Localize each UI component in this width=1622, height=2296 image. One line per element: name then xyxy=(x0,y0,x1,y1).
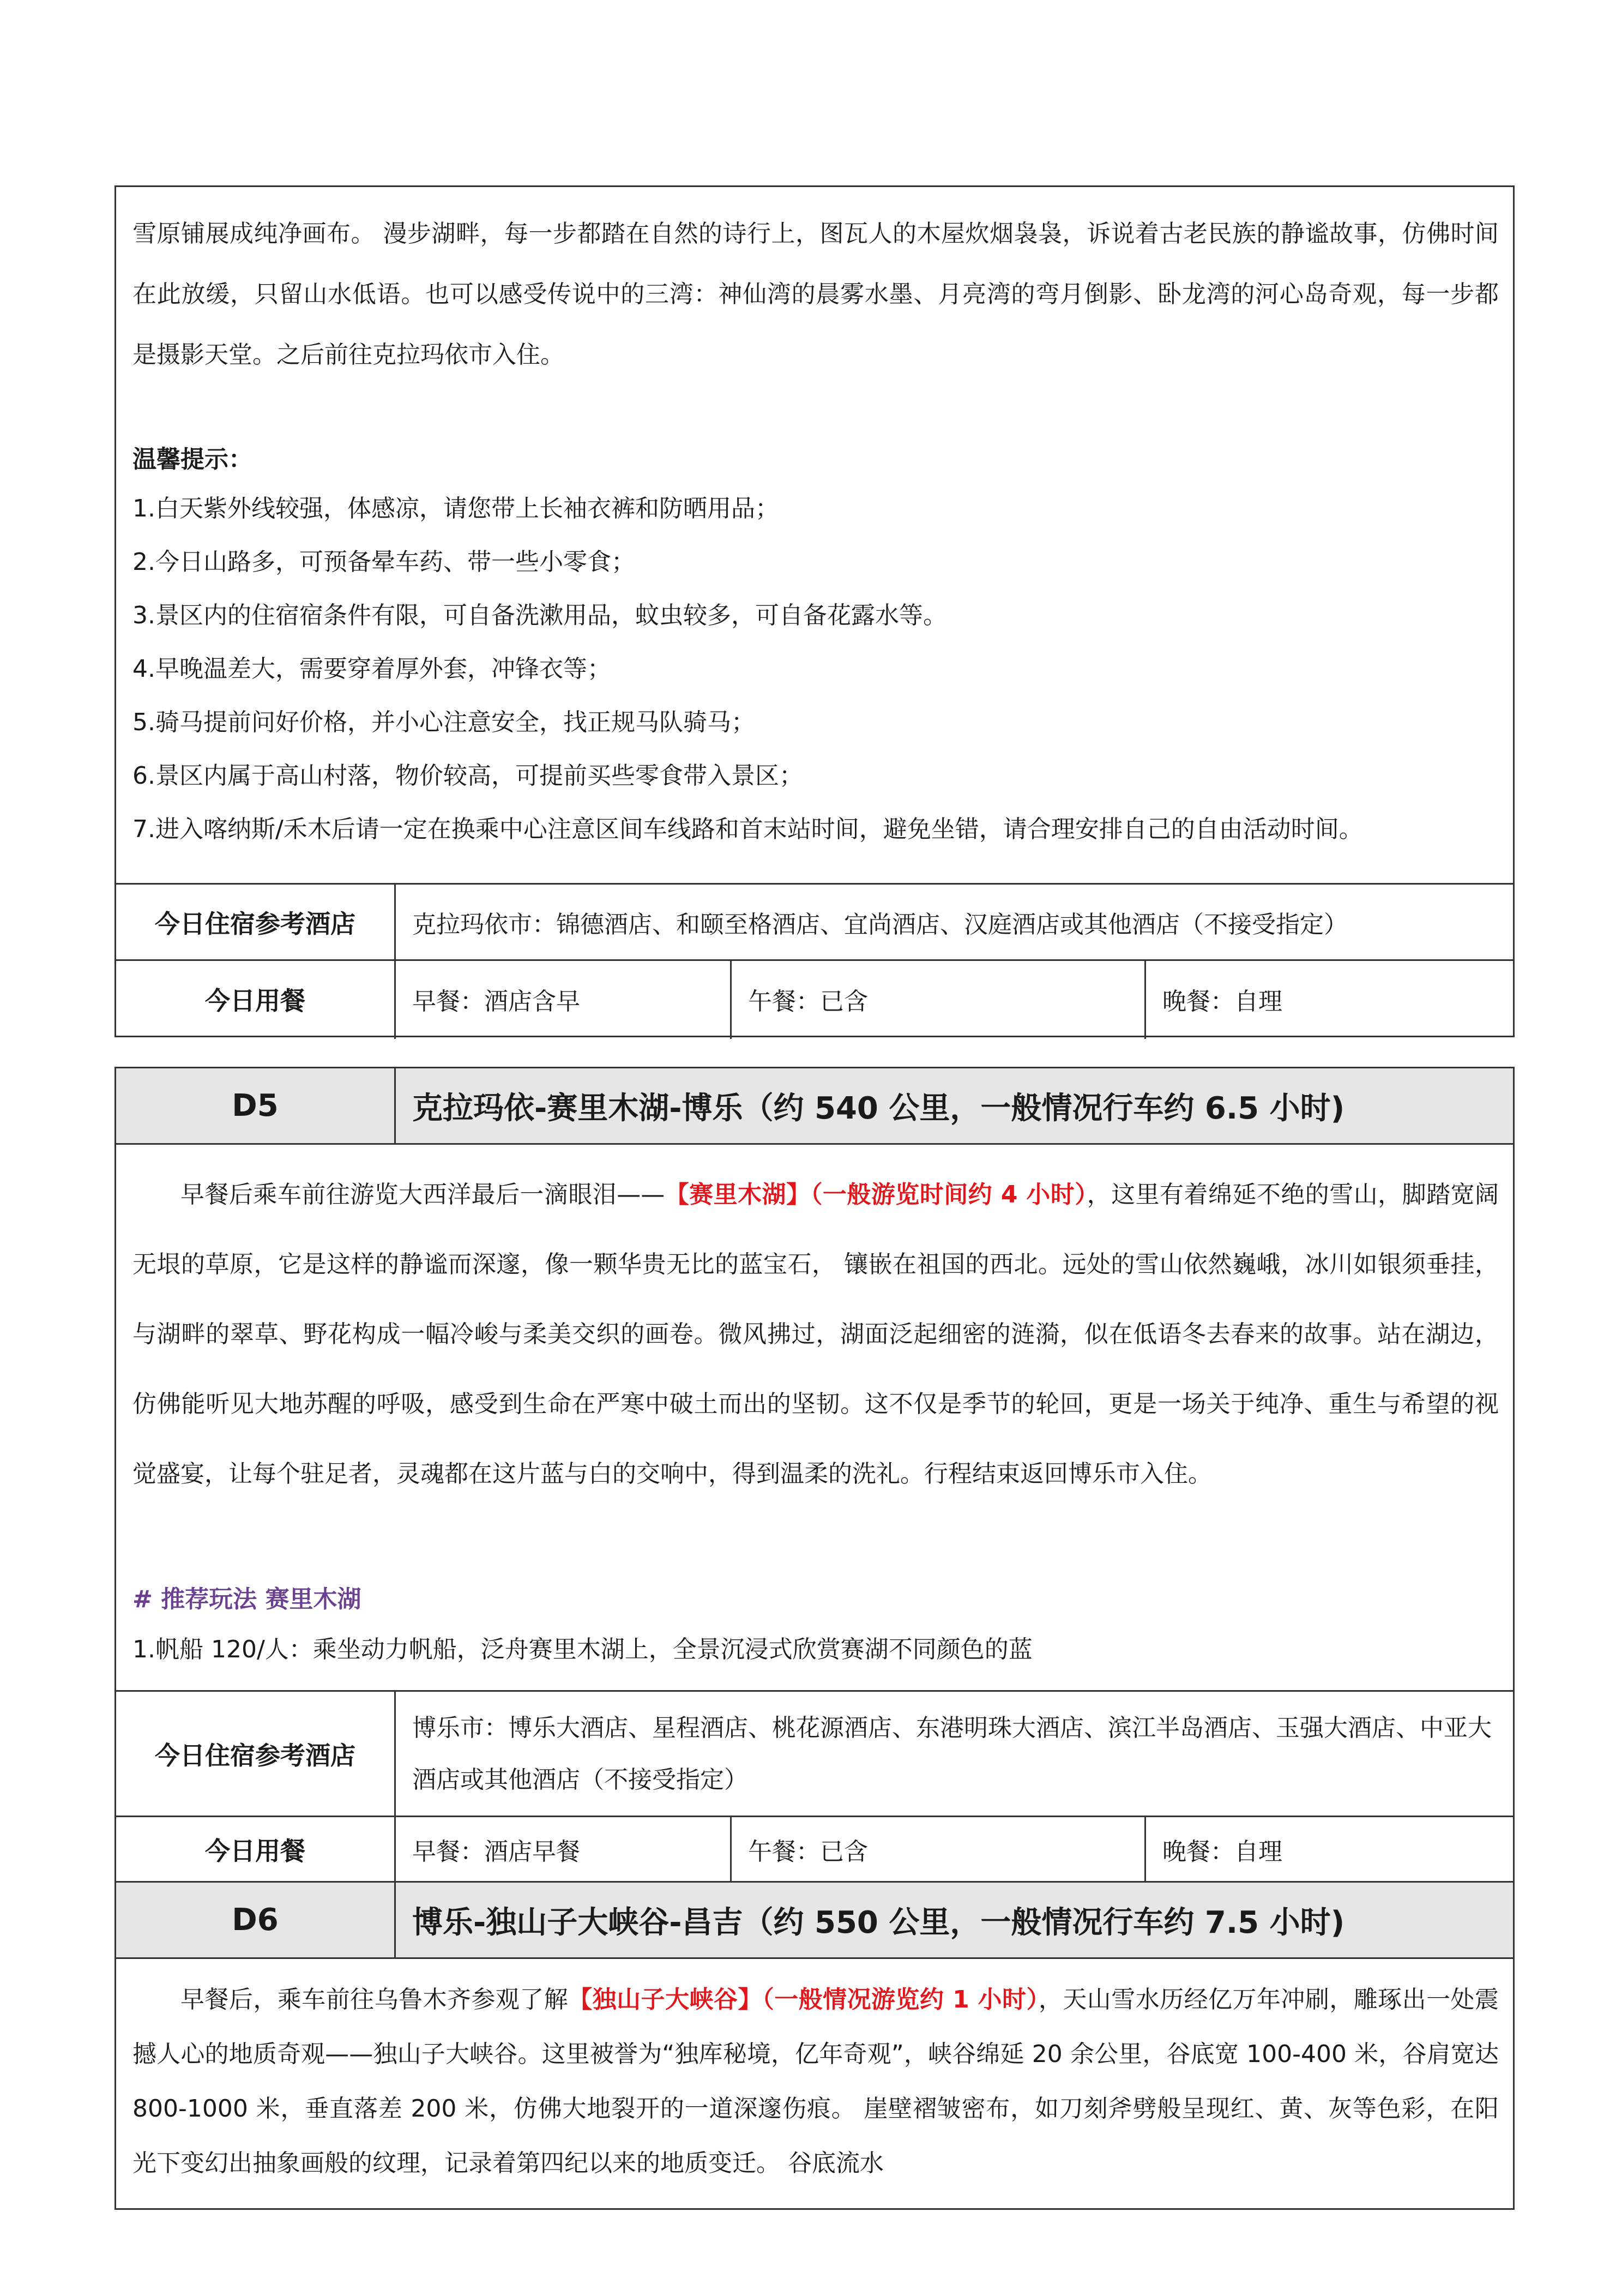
d5-recommend-item: 1.帆船 120/人：乘坐动力帆船，泛舟赛里木湖上，全景沉浸式欣赏赛湖不同颜色的蓝 xyxy=(132,1636,1033,1663)
d5-hotel-value: 博乐市：博乐大酒店、星程酒店、桃花源酒店、东港明珠大酒店、滨江半岛酒店、玉强大酒店、中亚大酒店或其他酒店（不接受指定） xyxy=(412,1714,1492,1794)
tips-title: 温馨提示： xyxy=(132,446,252,473)
d4-continued-block xyxy=(114,185,1515,1037)
d5-d6-block xyxy=(114,1067,1515,2210)
d5-dinner-value: 晚餐：自理 xyxy=(1162,1837,1282,1866)
tip-item: 6.景区内属于高山村落，物价较高，可提前买些零食带入景区； xyxy=(132,762,803,790)
breakfast-value: 早餐：酒店含早 xyxy=(412,988,580,1015)
d6-intro-a: 早餐后，乘车前往乌鲁木齐参观了解 xyxy=(180,1986,569,2013)
d5-recommend-title: # 推荐玩法 赛里木湖 xyxy=(132,1585,361,1613)
d5-lunch-value: 午餐：已含 xyxy=(748,1837,868,1866)
d5-intro-b: ，这里有着绵延不绝的雪山，脚踏宽阔无垠的草原，它是这样的静谧而深邃，像一颗华贵无比的蓝宝石， 镶嵌在祖国的西北。远处的雪山依然巍峨，冰川如银须垂挂，与湖畔的翠草、野花构成一幅冷峻与柔美交织的画卷。微风拂过，湖面泛起细密的涟漪，似在低语冬去春来的故事。站在湖边，仿佛能听见大地苏醒的呼吸，感受到生命在严寒中破土而出的坚韧。这不仅是季节的轮回，更是一场关于纯净、重生与希望的视觉盛宴，让每个驻足者，灵魂都在这片蓝与白的交响中，得到温柔的洗礼。行程结束返回博乐市入住。 xyxy=(132,1181,1499,1488)
tip-item: 2.今日山路多，可预备晕车药、带一些小零食； xyxy=(132,548,635,576)
lunch-value: 午餐：已含 xyxy=(748,988,868,1015)
d4-description: 雪原铺展成纯净画布。 漫步湖畔，每一步都踏在自然的诗行上，图瓦人的木屋炊烟袅袅，诉说着古老民族的静谧故事，仿佛时间在此放缓，只留山水低语。也可以感受传说中的三湾：神仙湾的晨雾水墨、月亮湾的弯月倒影、卧龙湾的河心岛奇观，每一步都是摄影天堂。之后前往克拉玛依市入住。 xyxy=(132,220,1499,369)
hotel-label: 今日住宿参考酒店 xyxy=(155,909,355,939)
tip-item: 4.早晚温差大，需要穿着厚外套，冲锋衣等； xyxy=(132,655,611,683)
d6-day-number: D6 xyxy=(232,1902,279,1938)
d6-description xyxy=(132,1973,1499,2191)
meal-label: 今日用餐 xyxy=(205,986,305,1015)
d5-breakfast-value: 早餐：酒店早餐 xyxy=(412,1837,580,1866)
tip-item: 5.骑马提前问好价格，并小心注意安全，找正规马队骑马； xyxy=(132,708,755,736)
tip-item: 1.白天紫外线较强，体感凉，请您带上长袖衣裤和防晒用品； xyxy=(132,495,779,522)
d6-day-title: 博乐-独山子大峡谷-昌吉（约 550 公里，一般情况行车约 7.5 小时) xyxy=(412,1904,1345,1940)
d6-intro-b: ，天山雪水历经亿万年冲刷，雕琢出一处震撼人心的地质奇观——独山子大峡谷。这里被誉为“独库秘境，亿年奇观”，峡谷绵延 20 余公里，谷底宽 100-400 米，谷肩宽达 800-1000 米，垂直落差 200 米，仿佛大地裂开的一道深邃伤痕。 崖壁褶皱密布，如刀刻斧劈般呈现红、黄、灰等色彩，在阳光下变幻出抽象画般的纹理，记录着第四纪以来的地质变迁。 谷底流水 xyxy=(132,1986,1499,2177)
tip-item: 7.进入喀纳斯/禾木后请一定在换乘中心注意区间车线路和首末站时间，避免坐错，请合理安排自己的自由活动时间。 xyxy=(132,815,1363,843)
dinner-value: 晚餐：自理 xyxy=(1162,988,1282,1015)
d5-day-number: D5 xyxy=(232,1088,279,1123)
d5-hotel-label: 今日住宿参考酒店 xyxy=(155,1740,355,1770)
d5-description xyxy=(132,1160,1499,1509)
d5-meal-label: 今日用餐 xyxy=(205,1836,305,1866)
tip-item: 3.景区内的住宿宿条件有限，可自备洗漱用品，蚊虫较多，可自备花露水等。 xyxy=(132,602,947,629)
d5-attraction-highlight: 【赛里木湖】（一般游览时间约 4 小时） xyxy=(665,1181,1087,1209)
d5-intro-a: 早餐后乘车前往游览大西洋最后一滴眼泪—— xyxy=(180,1181,665,1209)
d6-attraction-highlight: 【独山子大峡谷】（一般情况游览约 1 小时） xyxy=(568,1986,1039,2013)
hotel-value: 克拉玛依市：锦德酒店、和颐至格酒店、宜尚酒店、汉庭酒店或其他酒店（不接受指定） xyxy=(412,910,1348,939)
d5-day-title: 克拉玛依-赛里木湖-博乐（约 540 公里，一般情况行车约 6.5 小时) xyxy=(412,1090,1345,1126)
